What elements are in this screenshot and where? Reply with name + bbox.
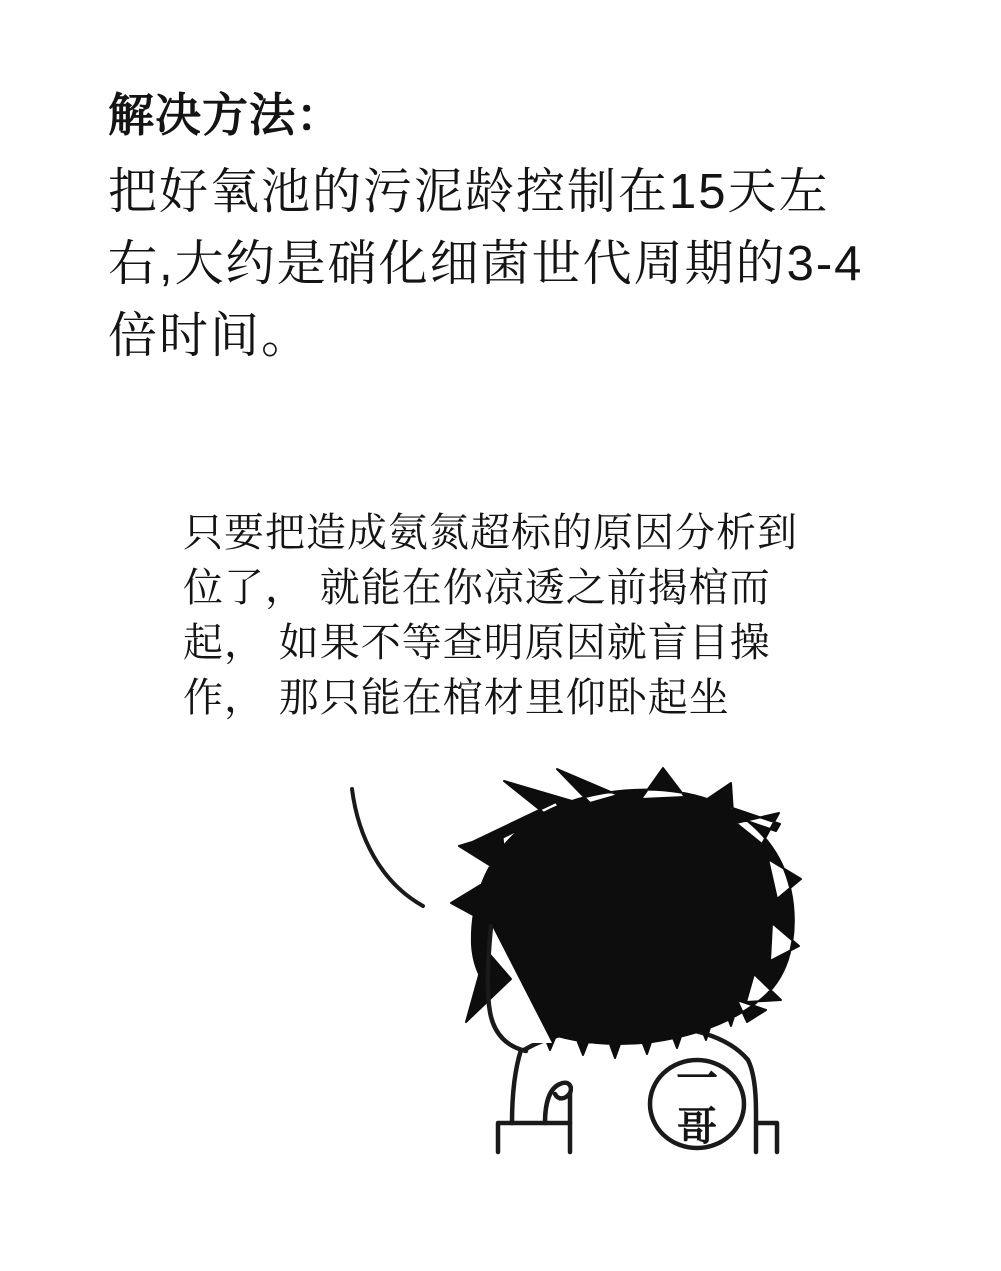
speech-line-3: 起， 如果不等查明原因就盲目操	[183, 620, 771, 666]
solution-heading: 解决方法：	[108, 89, 343, 141]
solution-line-3: 倍时间。	[108, 309, 313, 363]
solution-line-2: 右,大约是硝化细菌世代周期的3-4	[108, 237, 864, 291]
badge-text-top: 一	[675, 1057, 719, 1103]
speech-line-2: 位了， 就能在你凉透之前揭棺而	[183, 565, 771, 611]
speech-tail-line	[352, 789, 423, 906]
speech-line-4: 作， 那只能在棺材里仰卧起坐	[183, 675, 730, 721]
solution-line-1: 把好氧池的污泥龄控制在15天左	[108, 165, 830, 219]
badge-text-bottom: 哥	[677, 1104, 717, 1149]
name-badge	[650, 1057, 744, 1149]
chair-right	[758, 1123, 777, 1152]
speech-line-1: 只要把造成氨氮超标的原因分析到	[183, 510, 798, 556]
